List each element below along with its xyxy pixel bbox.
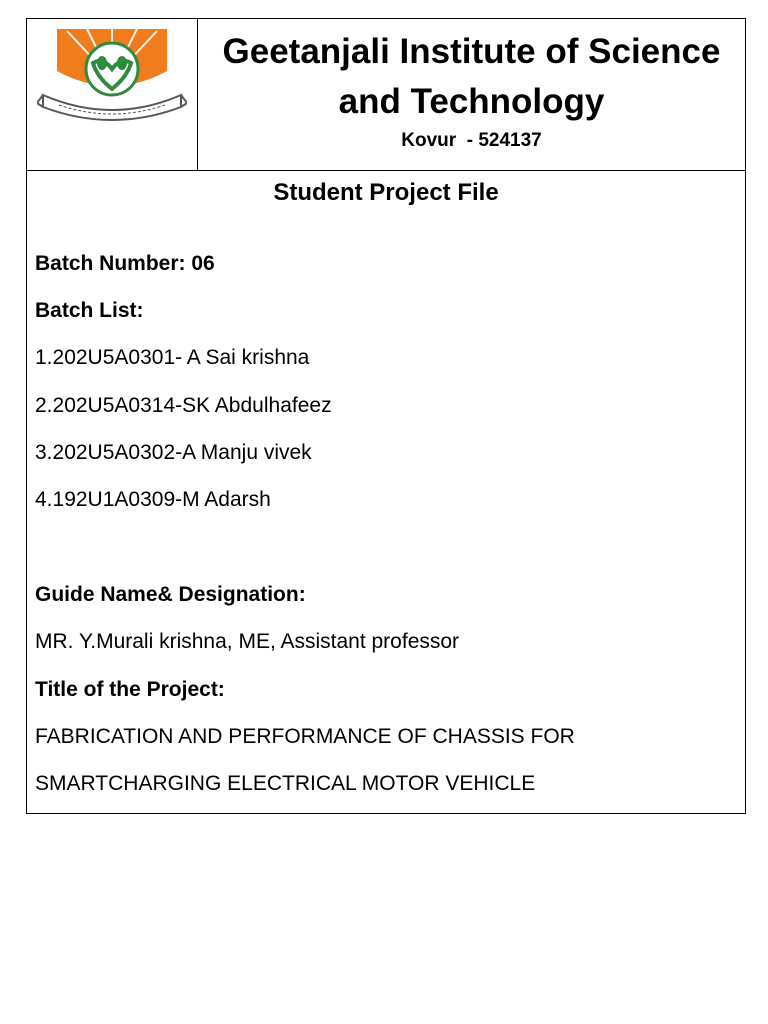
batch-number: Batch Number: 06 (35, 252, 215, 275)
institute-title-cell (198, 19, 745, 170)
document-title: Student Project File (273, 179, 499, 206)
guide-value: MR. Y.Murali krishna, ME, Assistant professor (35, 630, 460, 653)
header-row (27, 19, 745, 171)
logo-cell (27, 19, 198, 170)
batch-list-label: Batch List: (35, 299, 144, 322)
batch-member: 1.202U5A0301- A Sai krishna (35, 346, 310, 369)
batch-member: 3.202U5A0302-A Manju vivek (35, 441, 312, 464)
institute-name: Geetanjali Institute of Science and Technology (222, 32, 721, 121)
project-title-label: Title of the Project: (35, 678, 225, 701)
guide-label: Guide Name& Designation: (35, 583, 306, 606)
project-title-line: FABRICATION AND PERFORMANCE OF CHASSIS FOR (35, 725, 575, 748)
project-file-sheet (26, 18, 746, 814)
institute-emblem-icon (37, 23, 187, 123)
batch-member: 4.192U1A0309-M Adarsh (35, 488, 271, 511)
institute-location: Kovur - 524137 (401, 130, 542, 151)
batch-member: 2.202U5A0314-SK Abdulhafeez (35, 394, 332, 417)
project-title-line: SMARTCHARGING ELECTRICAL MOTOR VEHICLE (35, 772, 536, 795)
